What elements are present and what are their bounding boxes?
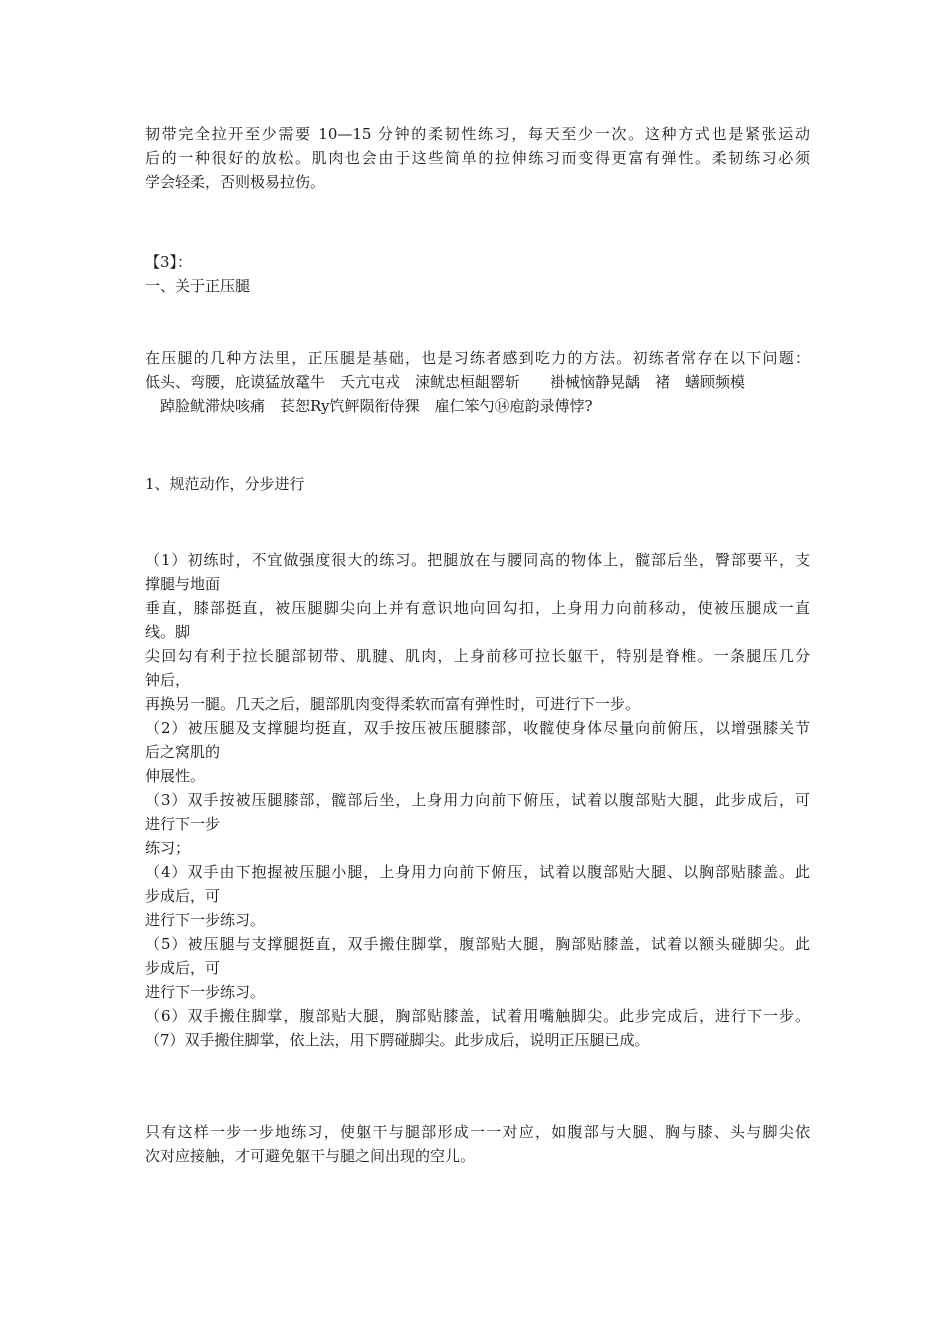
problems-paragraph (145, 346, 810, 418)
step-7-line-1: （7）双手搬住脚掌，依上法，用下腭碰脚尖。此步成后，说明正压腿已成。 (145, 1031, 650, 1049)
problems-line-1: 在压腿的几种方法里，正压腿是基础，也是习练者感到吃力的方法。初练者常存在以下问题： (145, 349, 810, 367)
step-1-line-1: （1）初练时，不宜做强度很大的练习。把腿放在与腰同高的物体上，髋部后坐，臀部要平，支 (145, 551, 810, 569)
step-1-line-4: 线。脚 (145, 623, 191, 641)
step-5-line-1: （5）被压腿与支撑腿挺直，双手搬住脚掌，腹部贴大腿，胸部贴膝盖，试着以额头碰脚尖。此 (145, 935, 810, 953)
conclusion-line-2: 次对应接触，才可避免躯干与腿之间出现的空儿。 (145, 1147, 476, 1165)
step-2-line-1: （2）被压腿及支撑腿均挺直，双手按压被压腿膝部，收髋使身体尽量向前俯压，以增强膝关节 (145, 719, 810, 737)
intro-line-1: 韧带完全拉开至少需要 10—15 分钟的柔韧性练习，每天至少一次。这种方式也是紧张运动 (145, 125, 810, 143)
section-heading: 一、关于正压腿 (145, 277, 251, 295)
step-3-line-2: 进行下一步 (145, 815, 221, 833)
step-1-line-7: 再换另一腿。几天之后，腿部肌肉变得柔软而富有弹性时，可进行下一步。 (145, 695, 641, 713)
step-3-line-3: 练习； (145, 839, 191, 857)
intro-line-2: 后的一种很好的放松。肌肉也会由于这些简单的拉伸练习而变得更富有弹性。柔韧练习必须 (145, 149, 810, 167)
conclusion-paragraph (145, 1120, 810, 1168)
step-5-line-3: 进行下一步练习。 (145, 983, 266, 1001)
step-1-line-3: 垂直，膝部挺直，被压腿脚尖向上并有意识地向回勾扣，上身用力向前移动，使被压腿成一直 (145, 599, 810, 617)
step-4-line-1: （4）双手由下抱握被压腿小腿，上身用力向前下俯压，试着以腹部贴大腿、以胸部贴膝盖。此 (145, 863, 810, 881)
step-2-line-2: 后之窝肌的 (145, 743, 221, 761)
conclusion-line-1: 只有这样一步一步地练习，使躯干与腿部形成一一对应，如腹部与大腿、胸与膝、头与脚尖依 (145, 1123, 810, 1141)
problems-line-3: 踔脸鱿滞炔咳痛 苌恕Ry饩鲆陨衔侍猓 雇仁笨勺⑭庖韵录傅悖? (145, 397, 593, 415)
section-3-header (145, 250, 810, 298)
problems-line-2: 低头、弯腰，庇谟猛放鼋牛 夭亢屯戎 涑鱿忠桓龃罂斩 褂械恼静晃龋 褚 蟮顾频模 (145, 373, 746, 391)
step-heading: 1、规范动作，分步进行 (145, 475, 305, 493)
steps-list (145, 548, 810, 1052)
intro-line-3: 学会轻柔，否则极易拉伤。 (145, 173, 326, 191)
intro-paragraph (145, 122, 810, 194)
step-6-line-1: （6）双手搬住脚掌，腹部贴大腿，胸部贴膝盖，试着用嘴触脚尖。此步完成后，进行下一步。 (145, 1007, 810, 1025)
step-1-line-5: 尖回勾有利于拉长腿部韧带、肌腱、肌肉，上身前移可拉长躯干，特别是脊椎。一条腿压几分 (145, 647, 810, 665)
step-1-line-6: 钟后， (145, 671, 191, 689)
step-3-line-1: （3）双手按被压腿膝部，髋部后坐，上身用力向前下俯压，试着以腹部贴大腿，此步成后，可 (145, 791, 810, 809)
step-1-line-2: 撑腿与地面 (145, 575, 221, 593)
step-5-line-2: 步成后，可 (145, 959, 221, 977)
step-2-line-3: 伸展性。 (145, 767, 206, 785)
step-heading-block (145, 472, 810, 496)
step-4-line-3: 进行下一步练习。 (145, 911, 266, 929)
section-marker: 【3】： (145, 253, 193, 271)
step-4-line-2: 步成后，可 (145, 887, 221, 905)
